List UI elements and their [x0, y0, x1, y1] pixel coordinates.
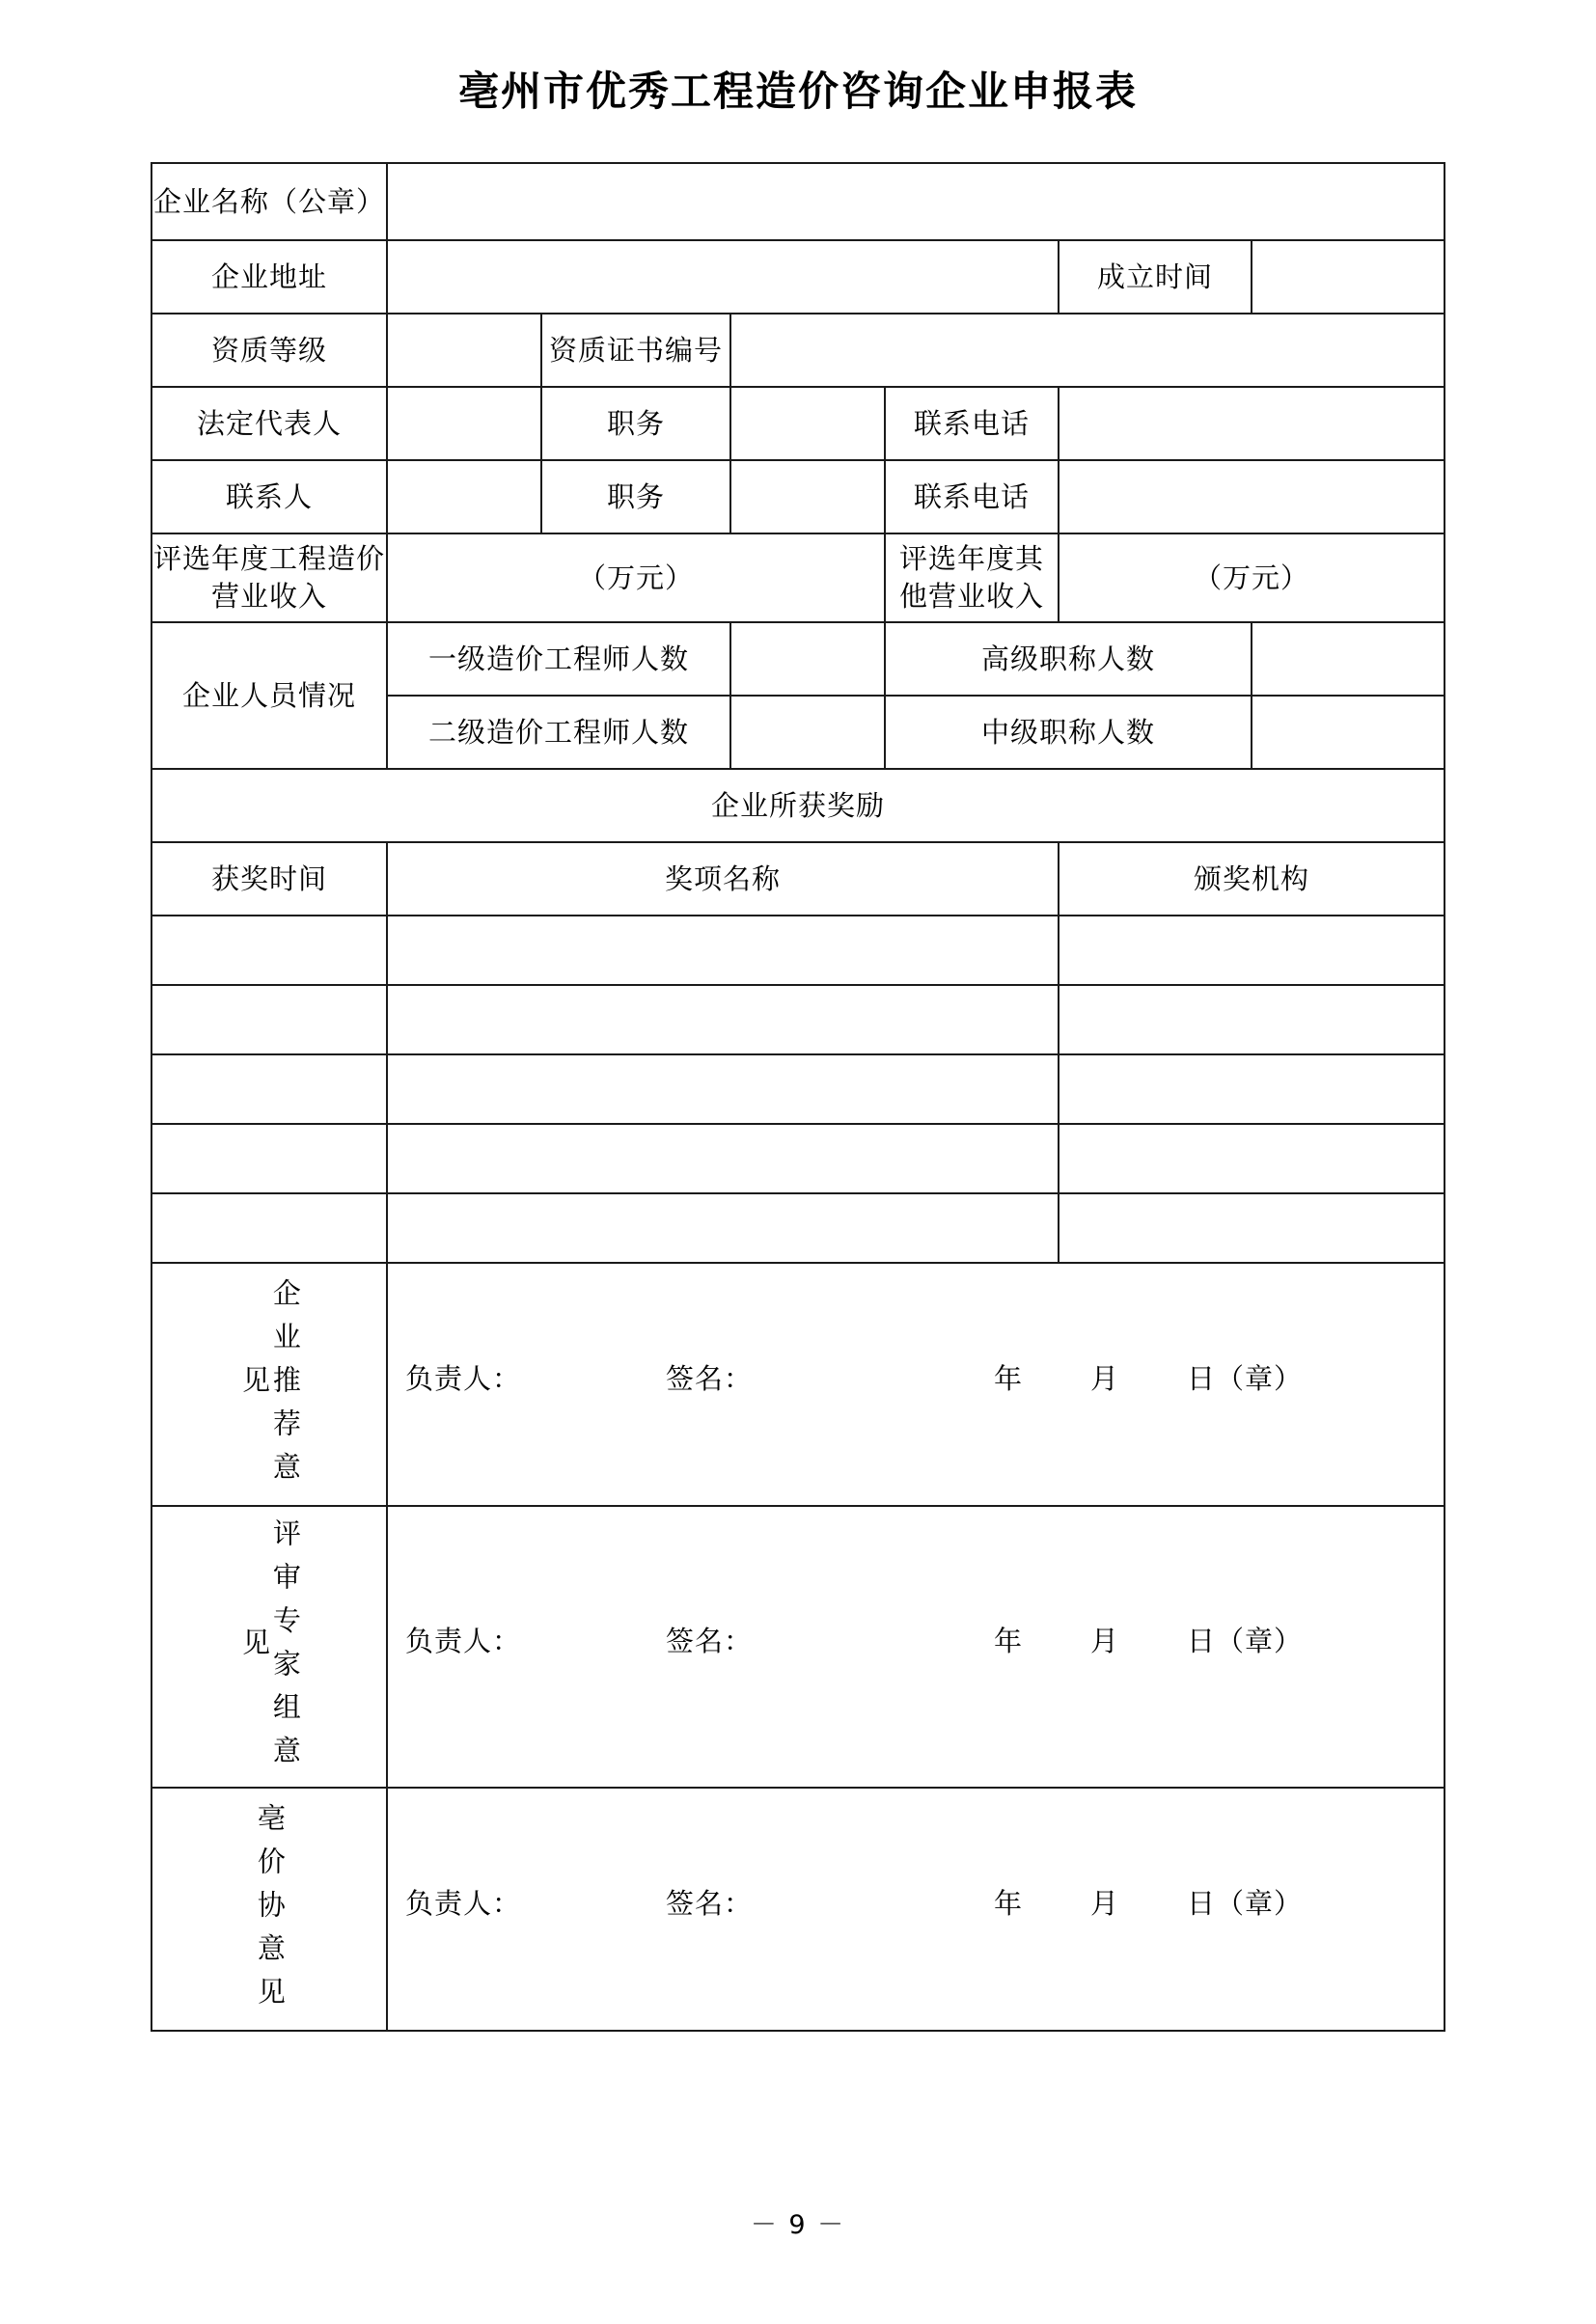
staff-level1-value[interactable]	[730, 622, 885, 696]
table-row	[151, 240, 1445, 314]
award-org-cell[interactable]	[1059, 916, 1445, 985]
table-row	[151, 387, 1445, 460]
staff-mid-title-label: 中级职称人数	[885, 696, 1252, 769]
award-name-cell[interactable]	[387, 916, 1059, 985]
association-opinion-label	[151, 1788, 387, 2031]
table-row	[151, 1788, 1445, 2031]
award-name-cell[interactable]	[387, 1054, 1059, 1124]
award-time-cell[interactable]	[151, 985, 387, 1054]
revenue-other-label: 评选年度其他营业收入	[885, 533, 1059, 622]
award-org-cell[interactable]	[1059, 1054, 1445, 1124]
staff-senior-title-label: 高级职称人数	[885, 622, 1252, 696]
awards-col-name: 奖项名称	[387, 842, 1059, 916]
responsible-label: 负责人：	[404, 1361, 521, 1395]
contact-label: 联系人	[151, 460, 387, 533]
contact-value[interactable]	[387, 460, 541, 533]
year-label: 年	[994, 1624, 1024, 1657]
awards-section-label: 企业所获奖励	[151, 769, 1445, 842]
association-opinion-body[interactable]	[387, 1788, 1445, 2031]
establish-time-label: 成立时间	[1059, 240, 1252, 314]
revenue-other-unit[interactable]: （万元）	[1059, 533, 1445, 622]
staff-level2-label: 二级造价工程师人数	[387, 696, 730, 769]
contact-title-label: 职务	[541, 460, 730, 533]
month-label: 月	[1090, 1886, 1120, 1920]
qualification-level-label: 资质等级	[151, 314, 387, 387]
table-row	[151, 163, 1445, 240]
expert-review-label	[151, 1506, 387, 1788]
staff-senior-title-value[interactable]	[1252, 622, 1445, 696]
award-org-cell[interactable]	[1059, 1193, 1445, 1263]
staff-label: 企业人员情况	[151, 622, 387, 769]
signature-line	[388, 1885, 1444, 1934]
table-row	[151, 314, 1445, 387]
table-row	[151, 1054, 1445, 1124]
awards-col-org: 颁奖机构	[1059, 842, 1445, 916]
signature-label: 签名：	[666, 1886, 754, 1920]
qualification-cert-no-label: 资质证书编号	[541, 314, 730, 387]
table-row	[151, 842, 1445, 916]
legal-rep-value[interactable]	[387, 387, 541, 460]
award-name-cell[interactable]	[387, 985, 1059, 1054]
signature-line	[388, 1623, 1444, 1672]
signature-label: 签名：	[666, 1624, 754, 1657]
table-row	[151, 533, 1445, 622]
legal-rep-title-label: 职务	[541, 387, 730, 460]
table-row	[151, 622, 1445, 696]
company-address-label: 企业地址	[151, 240, 387, 314]
day-seal-label: 日（章）	[1187, 1624, 1304, 1657]
revenue-cost-label: 评选年度工程造价营业收入	[151, 533, 387, 622]
page-title: 亳州市优秀工程造价咨询企业申报表	[457, 68, 1138, 115]
company-recommendation-body[interactable]	[387, 1263, 1445, 1506]
award-time-cell[interactable]	[151, 1193, 387, 1263]
award-name-cell[interactable]	[387, 1193, 1059, 1263]
month-label: 月	[1090, 1624, 1120, 1657]
company-recommendation-label	[151, 1263, 387, 1506]
expert-review-body[interactable]	[387, 1506, 1445, 1788]
revenue-cost-unit[interactable]: （万元）	[387, 533, 885, 622]
company-recommendation-label-text: 企业推荐意见	[237, 1277, 302, 1495]
table-row	[151, 1263, 1445, 1506]
signature-label: 签名：	[666, 1361, 754, 1395]
legal-rep-phone-value[interactable]	[1059, 387, 1445, 460]
signature-line	[388, 1360, 1444, 1409]
day-seal-label: 日（章）	[1187, 1886, 1304, 1920]
company-address-value[interactable]	[387, 240, 1059, 314]
month-label: 月	[1090, 1361, 1120, 1395]
staff-mid-title-value[interactable]	[1252, 696, 1445, 769]
table-row	[151, 985, 1445, 1054]
qualification-cert-no-value[interactable]	[730, 314, 1445, 387]
association-opinion-label-text: 亳价协意见	[253, 1802, 287, 2020]
staff-level1-label: 一级造价工程师人数	[387, 622, 730, 696]
application-form-table	[151, 162, 1445, 2032]
legal-rep-label: 法定代表人	[151, 387, 387, 460]
staff-level2-value[interactable]	[730, 696, 885, 769]
table-row	[151, 1193, 1445, 1263]
year-label: 年	[994, 1886, 1024, 1920]
company-name-label: 企业名称（公章）	[151, 163, 387, 240]
year-label: 年	[994, 1361, 1024, 1395]
award-org-cell[interactable]	[1059, 985, 1445, 1054]
contact-phone-value[interactable]	[1059, 460, 1445, 533]
day-seal-label: 日（章）	[1187, 1361, 1304, 1395]
table-row	[151, 916, 1445, 985]
responsible-label: 负责人：	[404, 1624, 521, 1657]
legal-rep-title-value[interactable]	[730, 387, 885, 460]
award-time-cell[interactable]	[151, 916, 387, 985]
table-row	[151, 1124, 1445, 1193]
table-row	[151, 1506, 1445, 1788]
legal-rep-phone-label: 联系电话	[885, 387, 1059, 460]
document-page	[0, 68, 1596, 2324]
expert-review-label-text: 评审专家组意见	[237, 1518, 302, 1780]
page-footer: － 9 －	[750, 2210, 846, 2240]
company-name-value[interactable]	[387, 163, 1445, 240]
award-time-cell[interactable]	[151, 1054, 387, 1124]
qualification-level-value[interactable]	[387, 314, 541, 387]
contact-title-value[interactable]	[730, 460, 885, 533]
contact-phone-label: 联系电话	[885, 460, 1059, 533]
table-row	[151, 460, 1445, 533]
award-time-cell[interactable]	[151, 1124, 387, 1193]
responsible-label: 负责人：	[404, 1886, 521, 1920]
establish-time-value[interactable]	[1252, 240, 1445, 314]
awards-col-time: 获奖时间	[151, 842, 387, 916]
award-org-cell[interactable]	[1059, 1124, 1445, 1193]
award-name-cell[interactable]	[387, 1124, 1059, 1193]
table-row	[151, 769, 1445, 842]
